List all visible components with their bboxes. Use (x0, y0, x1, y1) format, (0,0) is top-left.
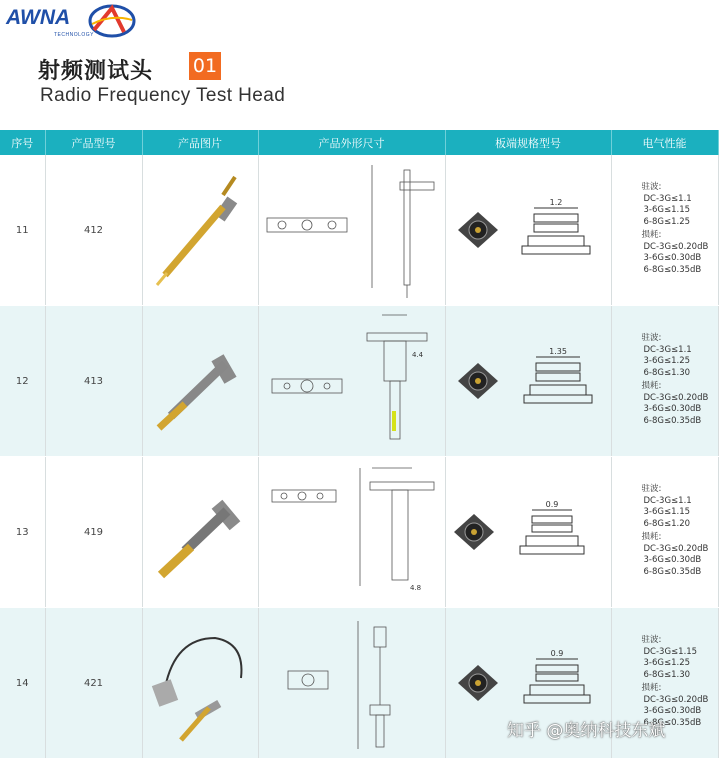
cell-dimension-drawing (258, 457, 445, 608)
pcb-dim-label: 1.35 (549, 347, 567, 356)
cell-image (142, 306, 258, 457)
cell-model: 419 (45, 457, 142, 608)
loss-title: 损耗: (641, 381, 662, 391)
pcb-dim-label: 0.9 (545, 500, 559, 509)
section-number-badge: 01 (189, 52, 221, 80)
page-subtitle: Radio Frequency Test Head (40, 85, 286, 106)
vswr-value: DC-3G≤1.1 (643, 193, 692, 204)
loss-value: DC-3G≤0.20dB (643, 241, 709, 252)
cell-pcb-spec (445, 457, 611, 608)
cell-seq: 13 (0, 457, 45, 608)
probe-photo-image (145, 467, 255, 597)
dimension-drawing-image (262, 613, 442, 753)
cell-seq: 12 (0, 306, 45, 457)
vswr-value: 3-6G≤1.25 (643, 658, 691, 668)
vswr-value: 6-8G≤1.20 (643, 518, 691, 529)
cell-dimension-drawing (258, 306, 445, 457)
pcb-dim-label: 1.2 (549, 198, 563, 207)
table-row (0, 155, 718, 306)
loss-value: 6-8G≤0.35dB (643, 566, 702, 577)
table-row (0, 457, 718, 608)
loss-value: DC-3G≤0.20dB (643, 392, 709, 403)
dimension-drawing-image (262, 311, 442, 451)
cell-pcb-spec (445, 306, 611, 457)
pcb-connector-image (448, 643, 608, 723)
vswr-value: 6-8G≤1.30 (643, 367, 691, 378)
loss-value: DC-3G≤0.20dB (643, 543, 709, 554)
vswr-value: DC-3G≤1.1 (643, 344, 692, 355)
cell-seq: 14 (0, 608, 45, 759)
dimension-drawing-image (262, 462, 442, 602)
loss-value: 3-6G≤0.30dB (643, 404, 702, 414)
loss-title: 损耗: (641, 532, 662, 542)
loss-value: DC-3G≤0.20dB (643, 694, 709, 705)
page-title: 射频测试头 (38, 59, 154, 84)
cell-electrical (611, 306, 718, 457)
loss-value: 6-8G≤0.35dB (643, 415, 702, 426)
cell-model: 421 (45, 608, 142, 759)
cell-pcb-spec (445, 155, 611, 306)
cell-image (142, 155, 258, 306)
vswr-title: 驻波: (641, 333, 662, 343)
probe-photo-image (145, 618, 255, 748)
loss-value: 6-8G≤0.35dB (643, 264, 702, 275)
logo-wordmark: AWNA (6, 6, 71, 29)
header-image: 产品图片 (142, 130, 258, 155)
cell-image (142, 457, 258, 608)
cell-model: 412 (45, 155, 142, 306)
vswr-value: 3-6G≤1.15 (643, 205, 691, 215)
cell-dimension-drawing (258, 608, 445, 759)
cell-model: 413 (45, 306, 142, 457)
diameter-label: 4.4 (411, 351, 423, 359)
table-row (0, 306, 718, 457)
diameter-label: 4.8 (409, 584, 421, 592)
pcb-connector-image (448, 190, 608, 270)
cell-electrical (611, 457, 718, 608)
cell-seq: 11 (0, 155, 45, 306)
vswr-value: 3-6G≤1.15 (643, 507, 691, 517)
pcb-dim-label: 0.9 (550, 649, 564, 658)
header-pcb-spec: 板端规格型号 (445, 130, 611, 155)
header-model: 产品型号 (45, 130, 142, 155)
probe-photo-image (145, 316, 255, 446)
pcb-connector-image (448, 492, 608, 572)
cell-electrical (611, 155, 718, 306)
probe-photo-image (145, 165, 255, 295)
loss-title: 损耗: (641, 230, 662, 240)
vswr-title: 驻波: (641, 182, 662, 192)
loss-title: 损耗: (641, 683, 662, 693)
vswr-value: 3-6G≤1.25 (643, 356, 691, 366)
cell-image (142, 608, 258, 759)
vswr-value: 6-8G≤1.30 (643, 669, 691, 680)
header-dimensions: 产品外形尺寸 (258, 130, 445, 155)
brand-logo (6, 4, 136, 38)
cell-dimension-drawing (258, 155, 445, 306)
dimension-drawing-image (262, 160, 442, 300)
header-seq: 序号 (0, 130, 45, 155)
vswr-value: 6-8G≤1.25 (643, 216, 691, 227)
vswr-value: DC-3G≤1.15 (643, 646, 698, 657)
header-electrical: 电气性能 (611, 130, 718, 155)
loss-value: 3-6G≤0.30dB (643, 706, 702, 716)
vswr-title: 驻波: (641, 484, 662, 494)
vswr-value: DC-3G≤1.1 (643, 495, 692, 506)
vswr-title: 驻波: (641, 635, 662, 645)
watermark: 知乎 @奥纳科技东斌 (507, 721, 666, 741)
product-table (0, 130, 719, 759)
loss-value: 3-6G≤0.30dB (643, 555, 702, 565)
table-header-row (0, 130, 718, 155)
loss-value: 3-6G≤0.30dB (643, 253, 702, 263)
loss-value: 6-8G≤0.35dB (643, 717, 702, 728)
logo-subtitle: TECHNOLOGY (54, 32, 95, 38)
pcb-connector-image (448, 341, 608, 421)
